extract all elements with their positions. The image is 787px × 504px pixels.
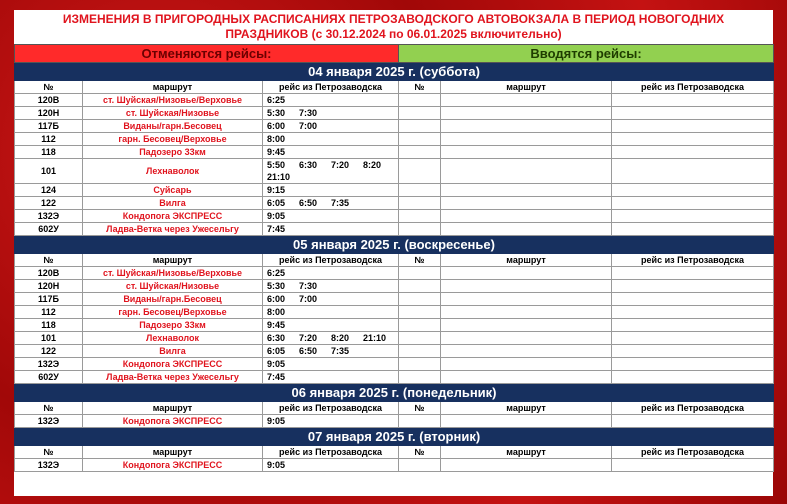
route-name: Лехнаволок — [83, 332, 263, 345]
route-number: 120Н — [15, 107, 83, 120]
route-name: Кондопога ЭКСПРЕСС — [83, 358, 263, 371]
column-header-trip: рейс из Петрозаводска — [612, 402, 774, 415]
table-row — [15, 107, 774, 120]
column-header-num: № — [399, 402, 441, 415]
route-name: Вилга — [83, 345, 263, 358]
trip-time: 5:30 — [267, 281, 286, 291]
trip-time: 21:10 — [267, 172, 291, 182]
route-number: 122 — [15, 197, 83, 210]
route-name: Ладва-Ветка через Ужесельгу — [83, 371, 263, 384]
column-header-row — [15, 446, 774, 459]
empty-cell — [612, 332, 774, 345]
schedule-sheet — [14, 10, 773, 496]
trip-times — [263, 293, 399, 306]
table-row — [15, 280, 774, 293]
day-date: 07 января 2025 г. (вторник) — [15, 428, 774, 446]
route-name: ст. Шуйская/Низовье — [83, 107, 263, 120]
table-row — [15, 197, 774, 210]
trip-time: 6:05 — [267, 198, 286, 208]
trip-time: 7:35 — [331, 198, 350, 208]
trip-times — [263, 210, 399, 223]
trip-time: 9:15 — [267, 185, 286, 195]
trip-time: 5:50 — [267, 160, 286, 170]
empty-cell — [399, 306, 441, 319]
empty-cell — [612, 293, 774, 306]
column-header-num: № — [15, 81, 83, 94]
empty-cell — [612, 306, 774, 319]
title-line-2: ПРАЗДНИКОВ (с 30.12.2024 по 06.01.2025 включительно) — [225, 27, 562, 41]
column-header-route: маршрут — [83, 254, 263, 267]
column-header-route: маршрут — [83, 446, 263, 459]
empty-cell — [441, 415, 612, 428]
trip-time: 8:20 — [363, 160, 382, 170]
trip-times — [263, 159, 399, 184]
route-name: Падозеро 33км — [83, 319, 263, 332]
table-row — [15, 332, 774, 345]
empty-cell — [612, 120, 774, 133]
trip-time: 7:45 — [267, 372, 286, 382]
empty-cell — [612, 319, 774, 332]
route-name: Кондопога ЭКСПРЕСС — [83, 210, 263, 223]
trip-time: 9:05 — [267, 416, 286, 426]
empty-cell — [612, 459, 774, 472]
empty-cell — [399, 267, 441, 280]
route-number: 132Э — [15, 358, 83, 371]
trip-time: 7:20 — [331, 160, 350, 170]
table-row — [15, 415, 774, 428]
route-name: Вилга — [83, 197, 263, 210]
title-line-1: ИЗМЕНЕНИЯ В ПРИГОРОДНЫХ РАСПИСАНИЯХ ПЕТРОЗАВОДСКОГО АВТОВОКЗАЛА В ПЕРИОД НОВОГОДНИХ — [62, 12, 725, 26]
column-header-route: маршрут — [441, 254, 612, 267]
empty-cell — [399, 358, 441, 371]
table-row — [15, 184, 774, 197]
trip-time: 6:50 — [299, 346, 318, 356]
route-name: ст. Шуйская/Низовье/Верховье — [83, 94, 263, 107]
route-name: ст. Шуйская/Низовье/Верховье — [83, 267, 263, 280]
empty-cell — [612, 94, 774, 107]
table-row — [15, 319, 774, 332]
route-name: Суйсарь — [83, 184, 263, 197]
empty-cell — [441, 332, 612, 345]
trip-time: 7:45 — [267, 224, 286, 234]
empty-cell — [612, 133, 774, 146]
cancelled-section-label: Отменяются рейсы: — [15, 45, 399, 63]
route-number: 112 — [15, 133, 83, 146]
section-header-row — [15, 45, 774, 63]
empty-cell — [399, 371, 441, 384]
empty-cell — [441, 345, 612, 358]
column-header-num: № — [399, 446, 441, 459]
empty-cell — [399, 210, 441, 223]
table-row — [15, 210, 774, 223]
day-header-row — [15, 63, 774, 81]
page-title — [14, 10, 773, 44]
column-header-num: № — [15, 402, 83, 415]
empty-cell — [399, 197, 441, 210]
empty-cell — [441, 210, 612, 223]
trip-times — [263, 345, 399, 358]
table-row — [15, 358, 774, 371]
empty-cell — [612, 415, 774, 428]
trip-time: 6:50 — [299, 198, 318, 208]
trip-times — [263, 94, 399, 107]
route-name: Ладва-Ветка через Ужесельгу — [83, 223, 263, 236]
empty-cell — [441, 197, 612, 210]
trip-time: 9:45 — [267, 147, 286, 157]
empty-cell — [441, 459, 612, 472]
route-number: 117Б — [15, 293, 83, 306]
route-number: 602У — [15, 371, 83, 384]
trip-times — [263, 120, 399, 133]
route-name: гарн. Бесовец/Верховье — [83, 133, 263, 146]
empty-cell — [399, 415, 441, 428]
day-date: 06 января 2025 г. (понедельник) — [15, 384, 774, 402]
trip-times — [263, 358, 399, 371]
route-name: Кондопога ЭКСПРЕСС — [83, 415, 263, 428]
trip-times — [263, 133, 399, 146]
table-row — [15, 345, 774, 358]
empty-cell — [441, 293, 612, 306]
column-header-trip: рейс из Петрозаводска — [263, 254, 399, 267]
trip-time: 7:35 — [331, 346, 350, 356]
trip-time: 6:00 — [267, 294, 286, 304]
empty-cell — [441, 223, 612, 236]
empty-cell — [441, 133, 612, 146]
trip-time: 6:00 — [267, 121, 286, 131]
empty-cell — [441, 358, 612, 371]
trip-time: 9:05 — [267, 359, 286, 369]
column-header-trip: рейс из Петрозаводска — [612, 81, 774, 94]
empty-cell — [612, 345, 774, 358]
introduced-section-label: Вводятся рейсы: — [399, 45, 774, 63]
trip-time: 7:30 — [299, 281, 318, 291]
table-row — [15, 159, 774, 184]
table-row — [15, 371, 774, 384]
table-row — [15, 267, 774, 280]
route-name: Падозеро 33км — [83, 146, 263, 159]
trip-time: 5:30 — [267, 108, 286, 118]
empty-cell — [441, 267, 612, 280]
route-name: Кондопога ЭКСПРЕСС — [83, 459, 263, 472]
empty-cell — [399, 133, 441, 146]
trip-time: 21:10 — [363, 333, 387, 343]
day-date: 05 января 2025 г. (воскресенье) — [15, 236, 774, 254]
route-name: гарн. Бесовец/Верховье — [83, 306, 263, 319]
table-row — [15, 133, 774, 146]
empty-cell — [612, 184, 774, 197]
trip-time: 7:00 — [299, 294, 318, 304]
column-header-row — [15, 402, 774, 415]
trip-times — [263, 319, 399, 332]
trip-time: 7:20 — [299, 333, 318, 343]
trip-times — [263, 146, 399, 159]
table-row — [15, 293, 774, 306]
column-header-trip: рейс из Петрозаводска — [263, 81, 399, 94]
empty-cell — [441, 306, 612, 319]
route-number: 118 — [15, 146, 83, 159]
trip-times — [263, 371, 399, 384]
trip-time: 9:45 — [267, 320, 286, 330]
route-name: Лехнаволок — [83, 159, 263, 184]
column-header-route: маршрут — [441, 446, 612, 459]
route-number: 132Э — [15, 415, 83, 428]
route-number: 122 — [15, 345, 83, 358]
empty-cell — [612, 358, 774, 371]
table-row — [15, 223, 774, 236]
route-name: Виданы/гарн.Бесовец — [83, 120, 263, 133]
schedule-table — [14, 44, 774, 472]
column-header-row — [15, 254, 774, 267]
trip-time: 6:30 — [267, 333, 286, 343]
empty-cell — [399, 293, 441, 306]
empty-cell — [441, 184, 612, 197]
trip-times — [263, 459, 399, 472]
column-header-trip: рейс из Петрозаводска — [263, 446, 399, 459]
day-date: 04 января 2025 г. (суббота) — [15, 63, 774, 81]
empty-cell — [399, 459, 441, 472]
trip-time: 7:30 — [299, 108, 318, 118]
table-row — [15, 459, 774, 472]
trip-times — [263, 306, 399, 319]
empty-cell — [612, 146, 774, 159]
trip-time: 8:20 — [331, 333, 350, 343]
column-header-trip: рейс из Петрозаводска — [612, 254, 774, 267]
column-header-route: маршрут — [83, 402, 263, 415]
empty-cell — [399, 120, 441, 133]
column-header-num: № — [399, 254, 441, 267]
route-number: 120Н — [15, 280, 83, 293]
route-number: 132Э — [15, 459, 83, 472]
day-header-row — [15, 428, 774, 446]
trip-times — [263, 280, 399, 293]
column-header-route: маршрут — [83, 81, 263, 94]
trip-time: 6:25 — [267, 268, 286, 278]
trip-time: 7:00 — [299, 121, 318, 131]
empty-cell — [612, 159, 774, 184]
column-header-trip: рейс из Петрозаводска — [612, 446, 774, 459]
empty-cell — [612, 280, 774, 293]
route-name: Виданы/гарн.Бесовец — [83, 293, 263, 306]
trip-time: 8:00 — [267, 134, 286, 144]
empty-cell — [399, 107, 441, 120]
empty-cell — [399, 94, 441, 107]
route-number: 120В — [15, 267, 83, 280]
empty-cell — [612, 210, 774, 223]
empty-cell — [612, 371, 774, 384]
empty-cell — [612, 223, 774, 236]
empty-cell — [441, 371, 612, 384]
empty-cell — [441, 146, 612, 159]
trip-time: 6:30 — [299, 160, 318, 170]
route-number: 132Э — [15, 210, 83, 223]
route-name: ст. Шуйская/Низовье — [83, 280, 263, 293]
route-number: 112 — [15, 306, 83, 319]
empty-cell — [399, 184, 441, 197]
route-number: 120В — [15, 94, 83, 107]
table-row — [15, 120, 774, 133]
empty-cell — [441, 94, 612, 107]
column-header-num: № — [15, 254, 83, 267]
table-row — [15, 94, 774, 107]
trip-times — [263, 107, 399, 120]
column-header-num: № — [399, 81, 441, 94]
trip-time: 8:00 — [267, 307, 286, 317]
empty-cell — [399, 345, 441, 358]
trip-time: 9:05 — [267, 211, 286, 221]
trip-times — [263, 184, 399, 197]
column-header-route: маршрут — [441, 402, 612, 415]
trip-times — [263, 267, 399, 280]
column-header-num: № — [15, 446, 83, 459]
trip-time: 9:05 — [267, 460, 286, 470]
column-header-row — [15, 81, 774, 94]
day-header-row — [15, 384, 774, 402]
trip-times — [263, 197, 399, 210]
column-header-route: маршрут — [441, 81, 612, 94]
empty-cell — [399, 159, 441, 184]
route-number: 602У — [15, 223, 83, 236]
empty-cell — [399, 280, 441, 293]
column-header-trip: рейс из Петрозаводска — [263, 402, 399, 415]
route-number: 101 — [15, 332, 83, 345]
day-header-row — [15, 236, 774, 254]
empty-cell — [399, 319, 441, 332]
empty-cell — [441, 280, 612, 293]
route-number: 101 — [15, 159, 83, 184]
empty-cell — [441, 120, 612, 133]
empty-cell — [399, 223, 441, 236]
route-number: 117Б — [15, 120, 83, 133]
trip-time: 6:05 — [267, 346, 286, 356]
empty-cell — [612, 107, 774, 120]
route-number: 118 — [15, 319, 83, 332]
empty-cell — [399, 332, 441, 345]
trip-time: 6:25 — [267, 95, 286, 105]
route-number: 124 — [15, 184, 83, 197]
empty-cell — [441, 159, 612, 184]
empty-cell — [441, 107, 612, 120]
table-row — [15, 146, 774, 159]
empty-cell — [441, 319, 612, 332]
table-row — [15, 306, 774, 319]
trip-times — [263, 332, 399, 345]
empty-cell — [612, 267, 774, 280]
trip-times — [263, 415, 399, 428]
empty-cell — [399, 146, 441, 159]
empty-cell — [612, 197, 774, 210]
trip-times — [263, 223, 399, 236]
